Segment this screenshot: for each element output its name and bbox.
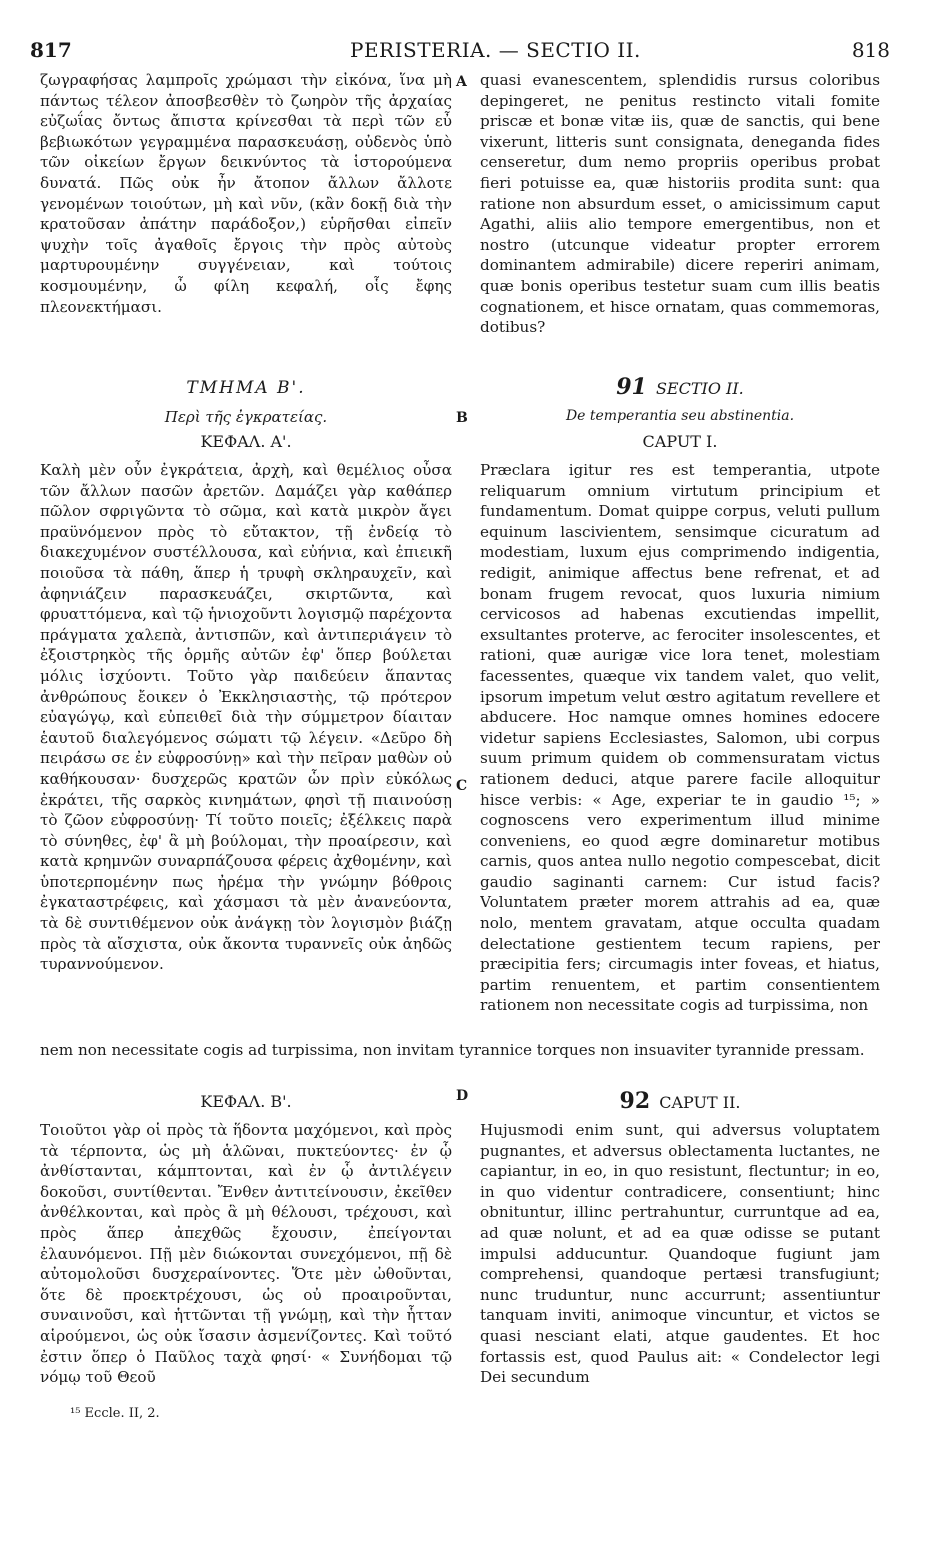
greek-chapter-2 bbox=[40, 1120, 452, 1390]
column-number-92: 92 bbox=[619, 1088, 651, 1114]
greek-preface-text: ζωγραφήσας λαμπροῖς χρώμασι τὴν εἰκόνα, ἵνα μὴ πάντως τέλεον ἀποσβεσθὲν τὸ ζωηρὸν τῆς ἀρχαίας εὐζωΐας ὄντως ἄπιστα κρίνεσθαι τὰ περὶ τῶν εὖ βεβιωκότων γεγραμμένα παρασκευάσῃ, οὐδενὸς ὑπὸ τῶν οἰκείων ἔργων δεικνύντος τὰ ἱστορούμενα δυνατά. Πῶς οὐκ ἦν ἄτοπον ἄλλων ἄλλοτε γενομένων τοιούτων, μὴ καὶ νῦν, (κἂν δοκῇ διὰ τὴν κρατοῦσαν ἀπάτην παράδοξον,) εὑρῆσθαι εἰπεῖν ψυχὴν τοῖς ἀγαθοῖς ἔργοις τὴν πρὸς αὐτοὺς μαρτυρουμένην συγγένειαν, καὶ τούτοις κοσμουμένην, ὦ φίλη κεφαλή, οἷς ἔφης πλεονεκτήμασι. bbox=[40, 71, 452, 316]
margin-marker-b: B bbox=[456, 410, 468, 426]
running-header bbox=[30, 38, 890, 66]
latin-chapter-1-text: Præclara igitur res est temperantia, utpote reliquarum omnium virtutum principium et fundamentum. Domat quippe corpus, veluti pullum equinum lascivientem, sensimque cicuratum ad modestiam, luxum ejus comprimendo indigentia, redigit, animique affectus bene refrenat, et ad bonam frugem revocat, quos luxuria nimium cervicosos ad habenas excutiendas impellit, exsultantes proterve, ac ferociter insolescentes, et rationi, quæ aurigæ vice lora tenet, molestiam facessentes, quæque vix tandem valet, quo velit, ipsorum impetum velut œstro agitatum revellere et abducere. Hoc namque omnes homines edocere videtur sapiens Ecclesiastes, Salomon, ubi corpus suum primum quidem ob commensuratam victus rationem deduci, atque parere facile alloquitur hisce verbis: « Age, experiar te in gaudio ¹⁵; » cognoscens vero experimentum illud minime conveniens, eo quod ægre dominaretur motibus carnis, quos antea nullo negotio compescebat, dicit gaudio saginanti carnem: Cur istud facis? Voluntatem præter morem attrahis ad ea, quæ nolo, mentem gravatam, atque occulta quadam delectatione gestientem tecum rapiens, per præcipitia fers; circumagis inter foveas, et hiatus, partim renuentem, et partim consentientem rationem non necessitate cogis ad turpissima, non bbox=[480, 461, 880, 1015]
running-title: PERISTERIA. — SECTIO II. bbox=[350, 38, 641, 62]
margin-marker-c: C bbox=[456, 778, 468, 794]
greek-chapter-2-title: ΚΕΦΑΛ. Β'. bbox=[200, 1092, 292, 1111]
latin-section-title bbox=[480, 374, 880, 400]
column-number-91: 91 bbox=[616, 374, 647, 400]
latin-chapter-2-label: CAPUT II. bbox=[659, 1093, 741, 1112]
margin-marker-a: A bbox=[456, 74, 467, 90]
latin-preface bbox=[480, 70, 880, 370]
latin-chapter-2-text: Hujusmodi enim sunt, qui adversus voluptatem pugnantes, et adversus oblectamenta luctantes, ne capiantur, in eo, in quo resistunt, flectuntur; in eo, in quo videntur contradicere, consentiunt; hinc obnituntur, illinc pertrahuntur, curruntque ad ea, ad quæ nolunt, et ad ea quæ odisse se putant impulsi adducuntur. Quandoque fugiunt jam comprehensi, quandoque pertæsi transfugiunt; nunc truduntur, nunc accurrunt; assentiuntur tanquam inviti, animoque vincuntur, et victos se quasi nesciant elati, atque gaudentes. Et hoc fortassis est, quod Paulus ait: « Condelector legi Dei secundum bbox=[480, 1121, 880, 1387]
footnote: ¹⁵ Eccle. II, 2. bbox=[70, 1406, 160, 1421]
latin-chapter-2 bbox=[480, 1120, 880, 1390]
greek-chapter-1-title: ΚΕΦΑΛ. Α'. bbox=[200, 432, 292, 451]
latin-chapter-1-title: CAPUT I. bbox=[642, 432, 718, 451]
greek-preface bbox=[40, 70, 452, 325]
latin-chapter-1 bbox=[480, 460, 880, 1038]
latin-section-subtitle: De temperantia seu abstinentia. bbox=[565, 408, 795, 424]
margin-marker-d: D bbox=[456, 1088, 469, 1104]
latin-chapter-2-title bbox=[480, 1088, 880, 1114]
greek-chapter-1-text: Καλὴ μὲν οὖν ἐγκράτεια, ἀρχὴ, καὶ θεμέλιος οὖσα τῶν ἄλλων πασῶν ἀρετῶν. Δαμάζει γὰρ καθάπερ πῶλον σφριγῶντα τὸ σῶμα, καὶ κατὰ μικρὸν ἄγει πραϋνόμενον πρὸς τὸ εὔτακτον, τῇ ἐνδείᾳ τὸ διακεχυμένον συστέλλουσα, καὶ εὐήνια, καὶ ἐπιεικῆ ποιοῦσα τὰ πάθη, ἅπερ ἡ τρυφὴ σκληραυχεῖν, καὶ ἀφηνιάζειν παρασκευάζει, σκιρτῶντα, καὶ φρυαττόμενα, καὶ τῷ ἡνιοχοῦντι λογισμῷ παρέχοντα πράγματα χαλεπὰ, ἀντισπῶν, καὶ ἀντιπεριάγειν τὸ ἐξοιστρηκὸς τῆς ὁρμῆς αὐτῶν ἐφ' ὅπερ βούλεται μόλις ἰσχύοντι. Τοῦτο γὰρ παιδεύειν ἅπαντας ἀνθρώπους ἔοικεν ὁ Ἐκκλησιαστὴς, τῷ πρότερον εὐαγώγῳ, καὶ εὐπειθεῖ διὰ τὴν σύμμετρον δίαιταν ἑαυτοῦ διαλεγόμενος σώματι τῷ λέγειν. «Δεῦρο δὴ πειράσω σε ἐν εὐφροσύνῃ» καὶ τὴν πεῖραν μαθὼν οὐ καθήκουσαν· δυσχερῶς κρατῶν ὧν πρὶν εὐκόλως ἐκράτει, τῆς σαρκὸς κινημάτων, φησὶ τῇ πιαινούσῃ τὸ ζῶον εὐφροσύνῃ· Τί τοῦτο ποιεῖς; ἐξέλκεις παρὰ τὸ σύνηθες, ἐφ' ἃ μὴ βούλομαι, τὴν προαίρεσιν, καὶ κατὰ κρημνῶν συναρπάζουσα φέρεις ἀχθομένην, καὶ ὑποτερπομένην πως ἠρέμα τὴν γνώμην βόθροις ἐγκαταστρέφεις, καὶ χάσμασι τὰ μὲν ἀνανεύοντα, τὰ δὲ συντιθέμενον οὐκ ἀνάγκῃ τὸν λογισμὸν βιάζῃ πρὸς τὰ αἴσχιστα, οὐκ ἄκοντα τυραννεῖς οὐκ ἀηδῶς τυραννούμενον. bbox=[40, 461, 452, 974]
latin-preface-text: quasi evanescentem, splendidis rursus coloribus depingeret, ne penitus restincto vitali fomite priscæ et bonæ vitæ iis, quæ de sanctis, qui bene vixerunt, litteris sunt consignata, deneganda fides censeretur, dum nemo propriis operibus probat fieri potuisse ea, quæ historiis prodita sunt: qua ratione non absurdum esset, o amicissimum caput Agathi, aliis alio tempore emergentibus, non et nostro (utcunque videatur propter errorem dominantem admirabile) dicere reperiri animam, quæ bonis operibus testetur suam cum illis beatis cognationem, et hisce ornatam, quas commemoras, dotibus? bbox=[480, 71, 880, 337]
latin-section-label: SECTIO II. bbox=[655, 379, 744, 398]
page-number-right: 818 bbox=[851, 38, 890, 62]
greek-section-subtitle: Περὶ τῆς ἐγκρατείας. bbox=[164, 408, 328, 426]
spanning-latin-line: nem non necessitate cogis ad turpissima, non invitam tyrannice torques non insuaviter tyrannide pressam. bbox=[40, 1041, 865, 1059]
page-number-left: 817 bbox=[30, 38, 72, 62]
greek-chapter-1 bbox=[40, 460, 452, 1038]
greek-section-title: ΤΜΗΜΑ Β'. bbox=[186, 378, 306, 398]
greek-chapter-2-text: Τοιοῦτοι γὰρ οἱ πρὸς τὰ ἥδοντα μαχόμενοι, καὶ πρὸς τὰ τέρποντα, ὡς μὴ ἁλῶναι, πυκτεύοντες· ἐν ᾧ ἀνθίστανται, κάμπτονται, καὶ ἐν ᾧ ἀντιλέγειν δοκοῦσι, συντίθενται. Ἔνθεν ἀντιτείνουσιν, ἐκεῖθεν ἀνθέλκονται, καὶ πρὸς ἃ μὴ θέλουσι, τρέχουσι, καὶ πρὸς ἅπερ ἀπεχθῶς ἔχουσιν, ἐπείγονται ἐλαυνόμενοι. Πῇ μὲν διώκονται συνεχόμενοι, πῇ δὲ αὐτομολοῦσι δυσχεραίνοντες. Ὅτε μὲν ὠθοῦνται, ὅτε δὲ προεκτρέχουσι, ὡς οὐ προαιροῦνται, συναινοῦσι, καὶ ἡττῶνται τῇ γνώμῃ, καὶ τὴν ἧτταν αἱρούμενοι, ὡς οὐκ ἴσασιν ἀσμενίζοντες. Καὶ τοῦτό ἐστιν ὅπερ ὁ Παῦλος ταχὰ φησί· « Συνήδομαι τῷ νόμῳ τοῦ Θεοῦ bbox=[40, 1121, 452, 1387]
